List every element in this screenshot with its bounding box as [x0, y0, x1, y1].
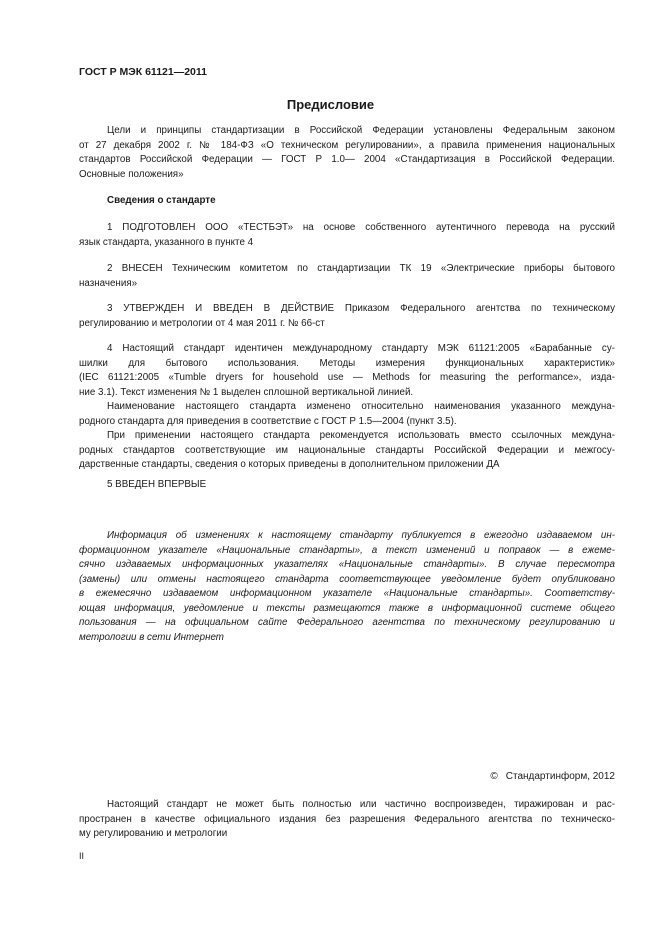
- info-paragraph: [79, 529, 615, 645]
- item-5: [79, 478, 615, 493]
- item-line: родного стандарта для приведения в соответствие с ГОСТ Р 1.5—2004 (пункт 3.5).: [79, 415, 457, 427]
- copyright-text: Стандартинформ, 2012: [505, 771, 615, 782]
- item-line: родных стандартов соответствующие им национальные стандарты Российской Федерации и межгосу-: [79, 444, 615, 456]
- reproduction-notice: [79, 798, 615, 842]
- intro-line: от 27 декабря 2002 г. № 184-ФЗ «О техническом регулировании», а правила применения национальных: [79, 139, 615, 151]
- page-number: II: [79, 851, 85, 861]
- item-line: ние 3.1). Текст изменения № 1 выделен сплошной вертикальной линией.: [79, 386, 414, 398]
- item-line: дарственные стандарты, сведения о которых приведены в дополнительном приложении ДА: [79, 459, 500, 470]
- item-line: 5 ВВЕДЕН ВПЕРВЫЕ: [107, 479, 207, 490]
- info-line: пользования — на официальном сайте Федерального агентства по техническому регулированию и: [79, 617, 615, 628]
- item-line: 2 ВНЕСЕН Техническим комитетом по стандартизации ТК 19 «Электрические приборы бытового: [107, 263, 615, 274]
- info-line: ющая информация, уведомление и тексты размещаются также в информационной системе общего: [79, 602, 615, 614]
- item-1: [79, 221, 615, 250]
- info-line: (замены) или отмены настоящего стандарта соответствующее уведомление будет опубликовано: [79, 573, 615, 585]
- info-line: сячно издаваемых информационных указателях «Национальные стандарты». В случае пересмотра: [79, 559, 615, 570]
- info-line: Информация об изменениях к настоящему стандарту публикуется в ежегодно издаваемом ин-: [107, 530, 615, 541]
- item-line: (IEC 61121:2005 «Tumble dryers for household use — Methods for measuring the performance», изда-: [79, 372, 615, 383]
- item-4: [79, 342, 615, 473]
- item-line: 3 УТВЕРЖДЕН И ВВЕДЕН В ДЕЙСТВИЕ Приказом Федерального агентства по техническому: [107, 303, 615, 314]
- page-title: Предисловие: [286, 97, 375, 112]
- item-2: [79, 262, 615, 291]
- notice-line: пространен в качестве официального издания без разрешения Федерального агентства по техническо-: [79, 813, 615, 825]
- info-line: в ежемесячно издаваемом информационном указателе «Национальные стандарты». Соответству-: [79, 588, 615, 599]
- standard-header: ГОСТ Р МЭК 61121—2011: [79, 66, 207, 78]
- intro-line: Цели и принципы стандартизации в Российской Федерации установлены Федеральным законом: [107, 125, 615, 136]
- section-subtitle: Сведения о стандарте: [107, 195, 216, 206]
- intro-paragraph: [79, 124, 615, 182]
- item-line: назначения»: [79, 277, 138, 289]
- copyright: [490, 771, 615, 782]
- item-line: регулированию и метрологии от 4 мая 2011 г. № 66-ст: [79, 317, 325, 329]
- item-line: шилки для бытового использования. Методы измерения функциональных характеристик»: [79, 357, 615, 369]
- notice-line: Настоящий стандарт не может быть полностью или частично воспроизведен, тиражирован и рас-: [107, 799, 615, 810]
- notice-line: му регулированию и метрологии: [79, 828, 228, 839]
- intro-line: стандартов Российской Федерации — ГОСТ Р 1.0— 2004 «Стандартизация в Российской Федерации.: [79, 154, 615, 165]
- item-line: 1 ПОДГОТОВЛЕН ООО «ТЕСТБЭТ» на основе собственного аутентичного перевода на русский: [107, 222, 615, 233]
- item-line: При применении настоящего стандарта рекомендуется использовать вместо ссылочных междуна-: [107, 430, 615, 441]
- copyright-icon: ©: [490, 771, 498, 782]
- intro-line: Основные положения»: [79, 168, 184, 180]
- item-line: 4 Настоящий стандарт идентичен международному стандарту МЭК 61121:2005 «Барабанные су-: [107, 343, 615, 354]
- item-line: Наименование настоящего стандарта изменено относительно наименования указанного междуна-: [107, 401, 615, 412]
- info-line: формационном указателе «Национальные стандарты», а текст изменений и поправок — в ежеме-: [79, 544, 615, 556]
- item-line: язык стандарта, указанного в пункте 4: [79, 236, 254, 248]
- info-line: метрологии в сети Интернет: [79, 631, 224, 643]
- item-3: [79, 302, 615, 331]
